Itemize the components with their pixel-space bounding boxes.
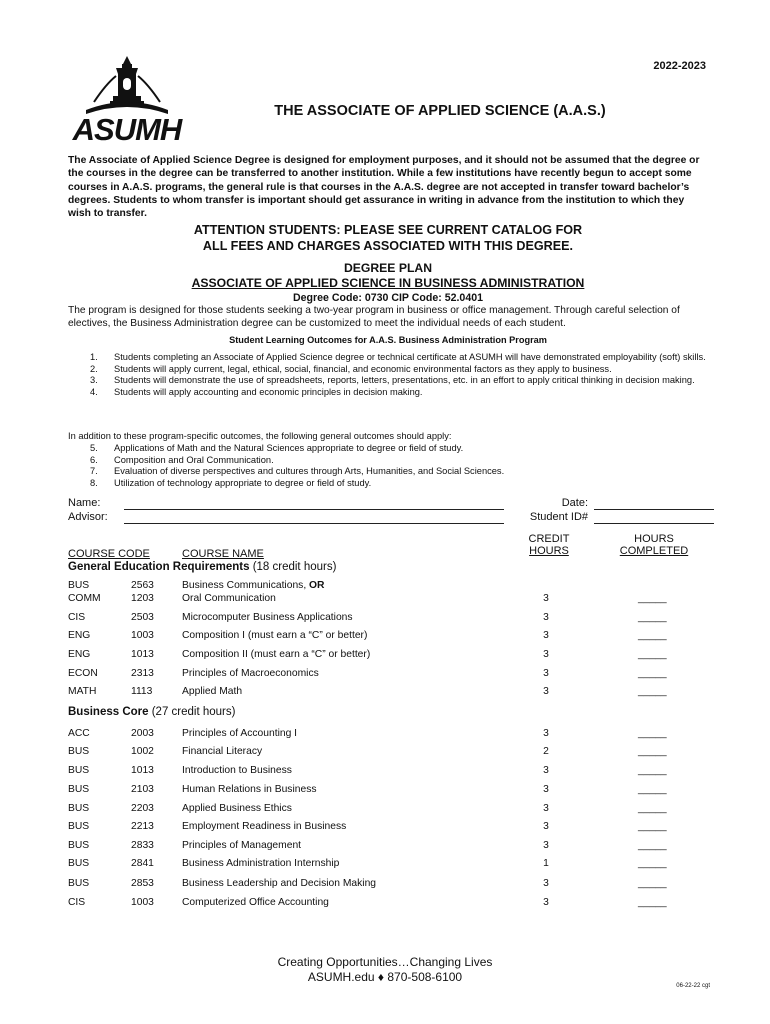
course-name-header: COURSE NAME xyxy=(182,548,264,560)
credit-hours: 1 xyxy=(543,858,549,869)
degree-plan-title: DEGREE PLAN xyxy=(343,261,433,275)
hours-completed-blank[interactable]: _____ xyxy=(638,728,667,739)
course-prefix: ACC xyxy=(68,728,90,739)
hours-completed-header: HOURS COMPLETED xyxy=(619,533,689,557)
course-prefix: BUS xyxy=(68,765,90,776)
list-item: 7. Evaluation of diverse perspectives and cultures through Arts, Humanities, and Social Sciences. xyxy=(90,466,505,477)
table-row xyxy=(68,668,718,682)
hours-completed-blank[interactable]: _____ xyxy=(638,686,667,697)
credit-hours: 3 xyxy=(543,765,549,776)
degree-plan-subtitle: ASSOCIATE OF APPLIED SCIENCE IN BUSINESS ADMINISTRATION xyxy=(191,276,585,290)
hours-completed-blank[interactable]: _____ xyxy=(638,878,667,889)
footer-contact: ASUMH.edu ♦ 870-508-6100 xyxy=(307,970,463,984)
hours-completed-blank[interactable]: _____ xyxy=(638,593,667,604)
business-core-section-title: Business Core (27 credit hours) xyxy=(68,706,236,718)
credit-hours: 3 xyxy=(543,728,549,739)
table-row xyxy=(68,686,718,700)
advisor-field[interactable] xyxy=(124,523,504,524)
credit-hours: 3 xyxy=(543,878,549,889)
course-prefix: BUS xyxy=(68,821,90,832)
course-name: Computerized Office Accounting xyxy=(182,897,329,908)
table-row xyxy=(68,630,718,644)
outcomes-list xyxy=(86,352,711,398)
table-row xyxy=(68,858,718,872)
date-label: Date: xyxy=(561,497,588,509)
course-number: 1113 xyxy=(131,686,153,697)
course-prefix: BUS xyxy=(68,784,90,795)
course-prefix: CIS xyxy=(68,612,86,623)
credit-hours: 3 xyxy=(543,784,549,795)
credit-hours: 3 xyxy=(543,821,549,832)
course-name: Principles of Accounting I xyxy=(182,728,298,739)
credit-hours: 3 xyxy=(543,686,549,697)
table-row: COMM 1203 Oral Communication 3 _____ xyxy=(68,593,667,604)
credit-hours: 3 xyxy=(543,840,549,851)
hours-completed-blank[interactable]: _____ xyxy=(638,765,667,776)
course-name: Principles of Management xyxy=(182,840,302,851)
credit-hours: 2 xyxy=(543,746,549,757)
list-item: 5. Applications of Math and the Natural Sciences appropriate to degree or field of study. xyxy=(90,443,464,453)
table-row xyxy=(68,821,718,835)
page-title: THE ASSOCIATE OF APPLIED SCIENCE (A.A.S.) xyxy=(274,103,606,119)
course-number: 1003 xyxy=(131,897,154,908)
course-name: Composition II (must earn a “C” or better) xyxy=(182,649,371,660)
bell-tower-icon xyxy=(66,54,188,116)
course-number: 2203 xyxy=(131,803,154,814)
table-row xyxy=(68,878,718,892)
hours-completed-blank[interactable]: _____ xyxy=(638,668,667,679)
attention-notice xyxy=(120,222,656,254)
date-field[interactable] xyxy=(594,509,714,510)
course-name: Financial Literacy xyxy=(182,746,263,757)
hours-completed-blank[interactable]: _____ xyxy=(638,649,667,660)
list-item: 4. Students will apply accounting and economic principles in decision making. xyxy=(90,386,423,397)
hours-completed-blank[interactable]: _____ xyxy=(638,784,667,795)
course-prefix: MATH xyxy=(68,686,97,697)
course-code-header: COURSE CODE xyxy=(68,548,150,560)
general-outcomes-list xyxy=(86,443,711,489)
course-prefix: ENG xyxy=(68,630,91,641)
credit-hours-header: CREDIT HOURS xyxy=(528,533,570,557)
credit-hours: 3 xyxy=(543,649,549,660)
hours-completed-blank[interactable]: _____ xyxy=(638,858,667,869)
table-row xyxy=(68,897,718,911)
course-name: Principles of Macroeconomics xyxy=(182,668,319,679)
table-row xyxy=(68,746,718,760)
logo-wordmark: ASUMH xyxy=(72,112,182,147)
course-number: 2213 xyxy=(131,821,154,832)
hours-completed-blank[interactable]: _____ xyxy=(638,897,667,908)
student-id-field[interactable] xyxy=(594,523,714,524)
course-number: 2103 xyxy=(131,784,154,795)
course-prefix: ECON xyxy=(68,668,98,679)
course-prefix: BUS xyxy=(68,858,90,869)
academic-year: 2022-2023 xyxy=(653,60,706,72)
degree-code: Degree Code: 0730 CIP Code: 52.0401 xyxy=(293,292,483,304)
course-prefix: CIS xyxy=(68,897,86,908)
hours-completed-blank[interactable]: _____ xyxy=(638,746,667,757)
table-row xyxy=(68,840,718,854)
course-name: Microcomputer Business Applications xyxy=(182,612,353,623)
course-prefix: BUS xyxy=(68,878,90,889)
credit-hours: 3 xyxy=(543,803,549,814)
table-row xyxy=(68,649,718,663)
table-row xyxy=(68,803,718,817)
course-prefix: BUS xyxy=(68,840,90,851)
list-item: 3. Students will demonstrate the use of spreadsheets, reports, letters, presentations, etc. in an effort to apply critical thinking in decision making. xyxy=(90,375,695,386)
attention-line-2: ALL FEES AND CHARGES ASSOCIATED WITH THIS DEGREE. xyxy=(202,239,574,253)
course-name: Introduction to Business xyxy=(182,765,292,776)
course-name: Human Relations in Business xyxy=(182,784,317,795)
credit-hours: 3 xyxy=(543,897,549,908)
course-name: Business Leadership and Decision Making xyxy=(182,878,377,889)
asumh-logo xyxy=(66,54,188,154)
course-name: Employment Readiness in Business xyxy=(182,821,347,832)
program-description: The program is designed for those students seeking a two-year program in business or office management. Through careful selection of electives, the Business Administration degree can be customized to meet the individual needs of each student. xyxy=(68,305,680,329)
hours-completed-blank[interactable]: _____ xyxy=(638,612,667,623)
footer xyxy=(180,955,590,985)
course-name: Composition I (must earn a “C” or better) xyxy=(182,630,368,641)
credit-hours: 3 xyxy=(543,668,549,679)
hours-completed-blank[interactable]: _____ xyxy=(638,803,667,814)
course-name: Business Administration Internship xyxy=(182,858,340,869)
name-field[interactable] xyxy=(124,509,504,510)
course-number: 2841 xyxy=(131,858,154,869)
table-row xyxy=(68,728,718,742)
table-row xyxy=(68,784,718,798)
student-id-label: Student ID# xyxy=(529,511,588,523)
table-row xyxy=(68,765,718,779)
advisor-label: Advisor: xyxy=(68,511,108,523)
course-number: 2003 xyxy=(131,728,154,739)
course-number: 2833 xyxy=(131,840,154,851)
list-item: 6. Composition and Oral Communication. xyxy=(90,454,274,465)
outcomes-title: Student Learning Outcomes for A.A.S. Business Administration Program xyxy=(229,335,547,345)
hours-completed-blank[interactable]: _____ xyxy=(638,821,667,832)
course-number: 2853 xyxy=(131,878,154,889)
course-number: 1013 xyxy=(131,765,154,776)
course-number: 1003 xyxy=(131,630,154,641)
attention-line-1: ATTENTION STUDENTS: PLEASE SEE CURRENT CATALOG FOR xyxy=(193,223,583,237)
course-name: Applied Business Ethics xyxy=(182,803,292,814)
hours-completed-blank[interactable]: _____ xyxy=(638,630,667,641)
list-item: 2. Students will apply current, legal, ethical, social, financial, and economic environmental factors as they apply to business. xyxy=(90,363,612,374)
credit-hours: 3 xyxy=(543,630,549,641)
gen-ed-section-title: General Education Requirements (18 credit hours) xyxy=(68,561,337,573)
hours-completed-blank[interactable]: _____ xyxy=(638,840,667,851)
course-name: Applied Math xyxy=(182,686,243,697)
course-number: 2503 xyxy=(131,612,154,623)
course-number: 1002 xyxy=(131,746,154,757)
revision-stamp: 06-22-22 cgt xyxy=(676,983,710,989)
intro-paragraph: The Associate of Applied Science Degree is designed for employment purposes, and it should not be assumed that the degree or the courses in the degree can be transferred to another institution. While a few institutions have recently begun to accept some courses in A.A.S. programs, the general rule is that courses in the A.A.S. degree are not accepted in transfer toward bachelor’s degrees. Students to whom transfer is important should get assurance in writing in advance from the institution to which they wish to transfer. xyxy=(68,155,700,220)
name-label: Name: xyxy=(68,497,101,509)
course-number: 2313 xyxy=(131,668,154,679)
list-item: 8. Utilization of technology appropriate to degree or field of study. xyxy=(90,477,372,488)
list-item: 1. Students completing an Associate of Applied Science degree or technical certificate at ASUMH will have demonstrated employability (soft) skills. xyxy=(90,352,706,362)
general-outcomes-intro: In addition to these program-specific outcomes, the following general outcomes should apply: xyxy=(68,431,452,441)
footer-tagline: Creating Opportunities…Changing Lives xyxy=(277,955,493,969)
course-prefix: BUS xyxy=(68,746,90,757)
course-prefix: ENG xyxy=(68,649,91,660)
credit-hours: 3 xyxy=(543,612,549,623)
table-row: BUS 2563 Business Communications, OR xyxy=(68,580,325,591)
table-row xyxy=(68,612,718,626)
course-prefix: BUS xyxy=(68,803,90,814)
course-number: 1013 xyxy=(131,649,154,660)
